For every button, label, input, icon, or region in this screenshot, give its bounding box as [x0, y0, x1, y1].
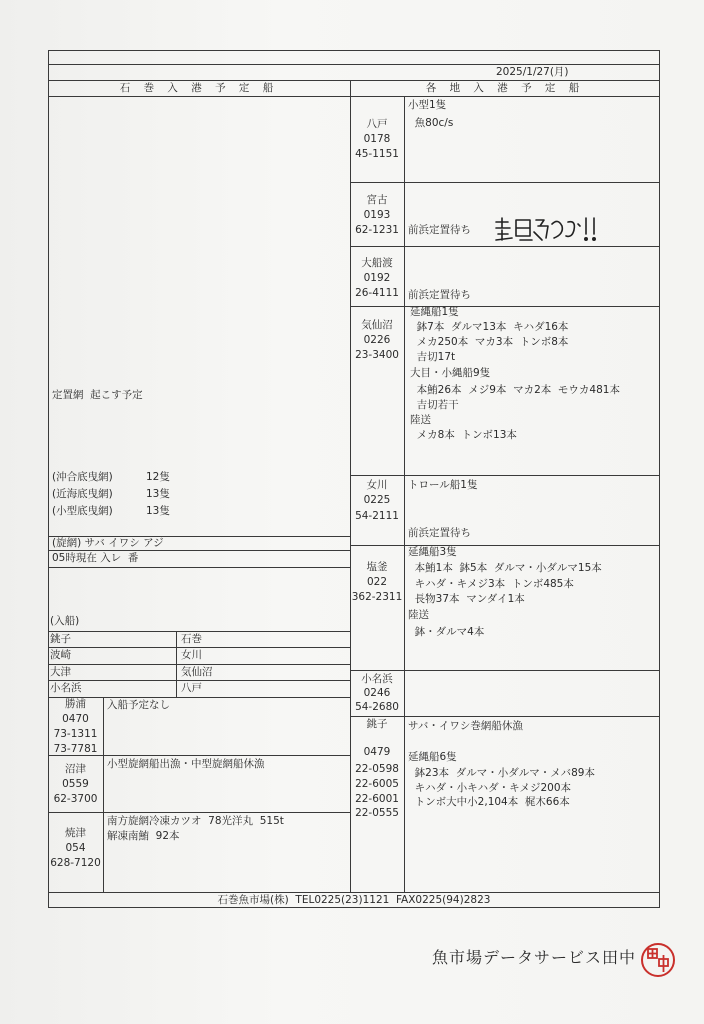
signature-text: 魚市場データサービス田中	[432, 948, 637, 967]
report-line: 大目・小縄船9隻	[410, 367, 491, 379]
port-tel: 54-2680	[355, 701, 399, 713]
port-miyako: 宮古	[366, 194, 388, 206]
report-line: 鉢・ダルマ4本	[408, 626, 485, 638]
trawl-count: 13隻	[146, 505, 170, 517]
port-name: 八戸	[181, 682, 202, 694]
port-tel: 62-3700	[53, 793, 98, 805]
trawl-label: (近海底曳網)	[52, 488, 113, 500]
port-name: 石巻	[181, 633, 202, 645]
handwritten-note	[492, 214, 604, 244]
report-line: 鉢23本 ダルマ・小ダルマ・メバ89本	[408, 767, 595, 779]
port-tel: 0246	[363, 687, 391, 699]
report-line: 陸送	[410, 414, 431, 426]
header-other-ports: 各 地 入 港 予 定 船	[425, 82, 585, 94]
report-line: 前浜定置待ち	[408, 289, 471, 301]
port-tel: 73-7781	[53, 743, 98, 755]
trawl-count: 13隻	[146, 488, 170, 500]
trawl-count: 12隻	[146, 471, 170, 483]
teichi-note: 定置網 起こす予定	[52, 389, 143, 401]
port-tel: 73-1311	[53, 728, 98, 740]
report-line: メカ8本 トンボ13本	[410, 429, 517, 441]
incoming-ships-label: (入船)	[50, 615, 80, 627]
report-line: 吉切17t	[410, 351, 456, 363]
port-hachinohe: 八戸	[366, 118, 388, 130]
port-tel: 54-2111	[355, 510, 399, 522]
port-tel: 0178	[363, 133, 391, 145]
report-line: トンボ大中小2,104本 梶木66本	[408, 796, 570, 808]
port-tel: 0226	[363, 334, 391, 346]
port-name: 銚子	[50, 633, 71, 645]
port-ofunato: 大船渡	[361, 257, 393, 269]
port-kesennuma: 気仙沼	[361, 319, 393, 331]
port-name: 波崎	[50, 649, 71, 661]
report-line: 前浜定置待ち	[408, 527, 471, 539]
report-line: 延縄船6隻	[408, 751, 457, 763]
report-line: メカ250本 マカ3本 トンボ8本	[410, 336, 569, 348]
report-line: 鉢7本 ダルマ13本 キハダ16本	[410, 321, 569, 333]
port-name: 小名浜	[50, 682, 82, 694]
report-line: 長物37本 マンダイ1本	[408, 593, 525, 605]
trawl-label: (沖合底曳網)	[52, 471, 113, 483]
port-shiogama: 塩釜	[366, 561, 388, 573]
port-tel: 22-0555	[355, 807, 399, 819]
port-tel: 0225	[363, 494, 391, 506]
port-tel: 0470	[62, 713, 89, 725]
port-tel: 22-6005	[355, 778, 399, 790]
seine-status: 05時現在 入レ 番	[52, 552, 139, 564]
numazu-note: 小型旋網船出漁・中型旋網船休漁	[107, 758, 265, 770]
port-tel: 022	[366, 576, 388, 588]
port-tel: 45-1151	[355, 148, 399, 160]
port-yaizu: 焼津	[65, 827, 86, 839]
port-tel: 628-7120	[50, 857, 101, 869]
report-line: 本鮪1本 鉢5本 ダルマ・小ダルマ15本	[408, 562, 602, 574]
port-tel: 62-1231	[355, 224, 399, 236]
port-name: 女川	[181, 649, 202, 661]
report-line: 陸送	[408, 609, 429, 621]
footer-contact: 石巻魚市場(株) TEL0225(23)1121 FAX0225(94)2823	[217, 894, 491, 906]
port-tel: 0192	[363, 272, 391, 284]
report-line: 魚80c/s	[408, 117, 454, 129]
seal-stamp-icon	[640, 942, 676, 978]
port-tel: 22-6001	[355, 793, 399, 805]
yaizu-note: 南方旋網冷凍カツオ 78光洋丸 515t	[107, 815, 284, 827]
report-line: 吉切若干	[410, 399, 459, 411]
yaizu-note: 解凍南鮪 92本	[107, 830, 180, 842]
katsuura-note: 入船予定なし	[107, 699, 170, 711]
report-date: 2025/1/27(月)	[496, 66, 569, 78]
port-katsuura: 勝浦	[65, 698, 86, 710]
port-tel: 0479	[363, 746, 391, 758]
port-name: 気仙沼	[181, 666, 213, 678]
port-choshi: 銚子	[366, 718, 388, 730]
report-line: トロール船1隻	[408, 479, 478, 491]
port-tel: 0559	[62, 778, 89, 790]
report-line: 小型1隻	[408, 99, 447, 111]
port-numazu: 沼津	[65, 763, 86, 775]
trawl-label: (小型底曳網)	[52, 505, 113, 517]
port-onahama: 小名浜	[361, 673, 393, 685]
seine-species: (旋網) サバ イワシ アジ	[52, 537, 164, 549]
header-ishinomaki: 石 巻 入 港 予 定 船	[119, 82, 279, 94]
report-line: キハダ・小キハダ・キメジ200本	[408, 782, 572, 794]
report-line: 延縄船3隻	[408, 546, 457, 558]
report-line: キハダ・キメジ3本 トンボ485本	[408, 578, 574, 590]
report-line: サバ・イワシ巻網船休漁	[408, 720, 523, 732]
port-name: 大津	[50, 666, 71, 678]
report-line: 前浜定置待ち	[408, 224, 471, 236]
port-tel: 26-4111	[355, 287, 399, 299]
port-tel: 0193	[363, 209, 391, 221]
port-tel: 23-3400	[355, 349, 399, 361]
port-onagawa: 女川	[366, 479, 388, 491]
port-tel: 362-2311	[351, 591, 403, 603]
port-tel: 22-0598	[355, 763, 399, 775]
report-line: 本鮪26本 メジ9本 マカ2本 モウカ481本	[410, 384, 620, 396]
report-line: 延縄船1隻	[410, 306, 459, 318]
port-tel: 054	[65, 842, 86, 854]
